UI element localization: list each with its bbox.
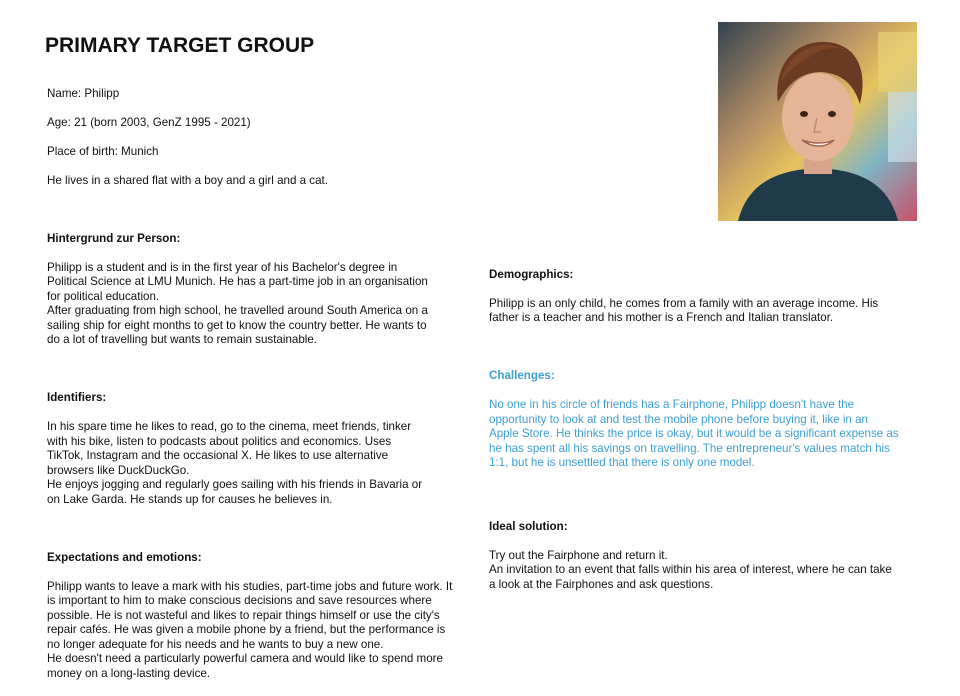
portrait-photo	[718, 22, 917, 221]
ideal-solution-heading: Ideal solution:	[489, 519, 568, 533]
demographics-text: Philipp is an only child, he comes from a family with an average income. His father is a teacher and his mother is a French and Italian translator.	[489, 296, 879, 324]
challenges-text: No one in his circle of friends has a Fairphone, Philipp doesn't have the opportunity to look at and test the mobile phone before buying it, like in an Apple Store. He thinks the price is okay, but it would be a significant expense as he has spent all his savings on travelling. The entrepreneur's values match his 1:1, but he is unsettled that there is only one model.	[489, 398, 899, 469]
portrait-illustration	[718, 22, 917, 221]
demographics-heading: Demographics:	[489, 267, 574, 281]
demographics-section	[489, 253, 919, 340]
background-text: Philipp is a student and is in the first year of his Bachelor's degree in Political Science at LMU Munich. He has a part-time job in an organisation for political education. After graduating from high school, he travelled around South America on a sailing ship for eight months to get to know the country better. He wants to do a lot of travelling but wants to remain sustainable.	[47, 260, 428, 346]
profile-name: Name: Philipp	[47, 86, 120, 100]
profile-birthplace: Place of birth: Munich	[47, 144, 159, 158]
right-column	[489, 253, 919, 607]
ideal-solution-text: Try out the Fairphone and return it. An invitation to an event that falls within his area of interest, where he can take a look at the Fairphones and ask questions.	[489, 548, 892, 591]
identifiers-heading: Identifiers:	[47, 391, 107, 404]
profile-block	[47, 72, 472, 203]
page-title: PRIMARY TARGET GROUP	[45, 34, 315, 57]
challenges-section	[489, 355, 919, 486]
background-section	[47, 217, 472, 362]
expectations-heading: Expectations and emotions:	[47, 550, 202, 564]
background-heading: Hintergrund zur Person:	[47, 231, 181, 245]
expectations-text: Philipp wants to leave a mark with his studies, part-time jobs and future work. It is important to him to make conscious decisions and save resources where possible. He is not wasteful and likes to repair things himself or use the city's repair cafés. He was given a mobile phone by a friend, but the performance is no longer adequate for his needs and he wants to buy a new one. He doesn't need a particularly powerful camera and would like to spend more money on a long-lasting device.	[47, 579, 453, 680]
profile-age: Age: 21 (born 2003, GenZ 1995 - 2021)	[47, 115, 251, 129]
challenges-heading: Challenges:	[489, 369, 555, 382]
ideal-solution-section	[489, 505, 919, 607]
identifiers-text: In his spare time he likes to read, go to the cinema, meet friends, tinker with his bike, listen to podcasts about politics and economics. Uses TikTok, Instagram and the occasional X. He likes to use alternative browsers like DuckDuckGo. He enjoys jogging and regularly goes sailing with his friends in Bavaria or on Lake Garda. He stands up for causes he believes in.	[47, 420, 423, 506]
profile-living: He lives in a shared flat with a boy and a girl and a cat.	[47, 173, 328, 187]
identifiers-section	[47, 377, 472, 522]
left-column	[47, 72, 472, 696]
expectations-section	[47, 536, 472, 696]
